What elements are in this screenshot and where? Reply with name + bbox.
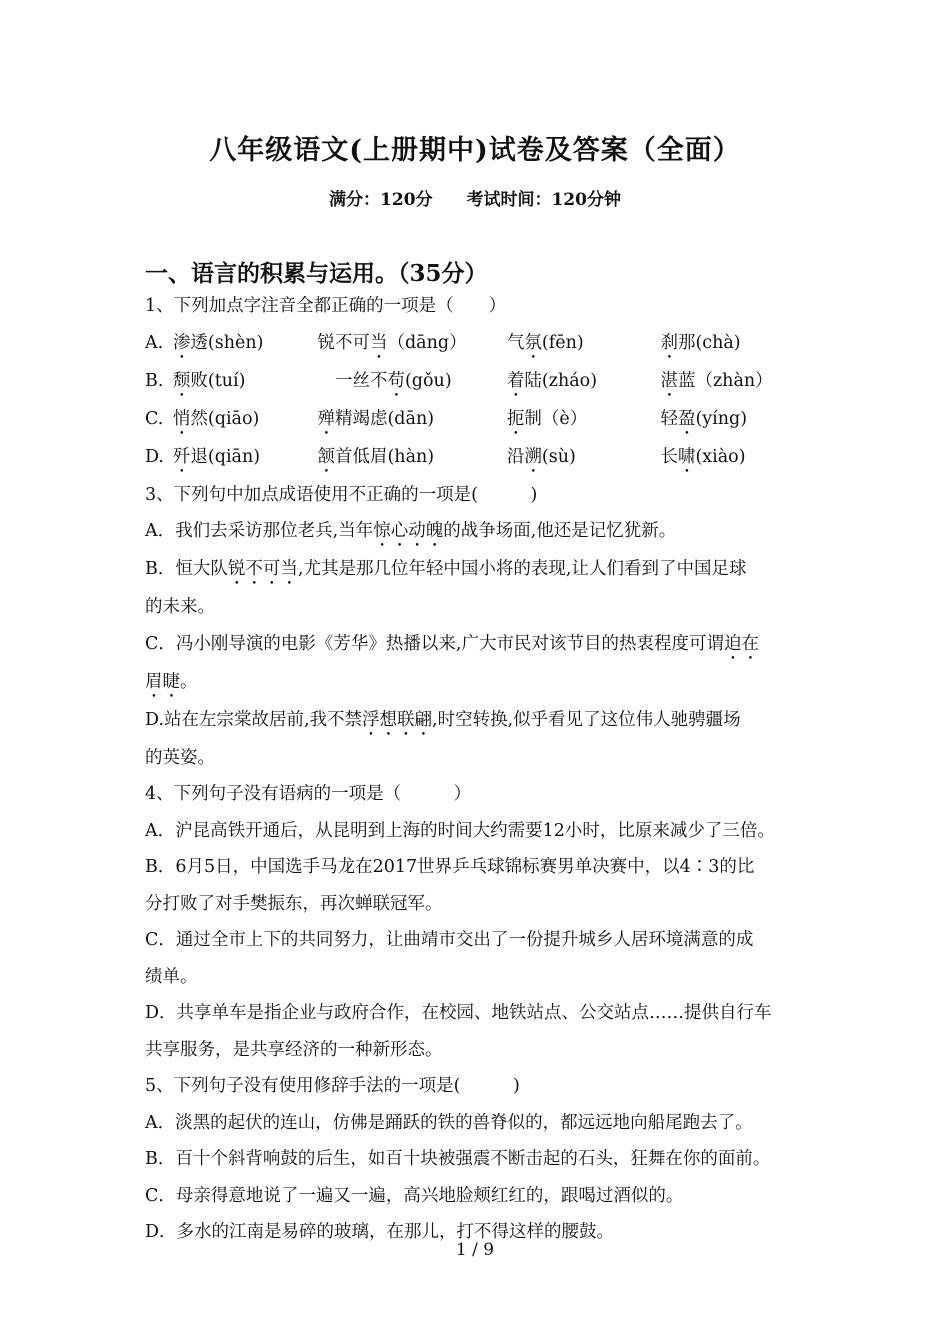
section-heading: 一、语言的积累与运用。（35分） — [145, 260, 488, 287]
text-segment: 退(qiān) — [190, 446, 261, 467]
word-item — [317, 439, 506, 477]
text-segment: 一丝不 — [317, 370, 388, 391]
question-lines — [145, 477, 810, 1251]
text-segment: 。 — [180, 671, 198, 692]
text-line — [145, 513, 810, 551]
option-row — [145, 363, 810, 401]
text-segment: 分打败了对手樊振东，再次蝉联冠军。 — [145, 893, 443, 914]
emphasized-text: 氛 — [524, 332, 542, 353]
text-segment: 气 — [506, 332, 525, 353]
word-item — [507, 363, 661, 401]
emphasized-text: 悄 — [172, 408, 191, 429]
emphasized-text: 盈 — [677, 408, 696, 429]
text-segment: 然(qiāo) — [190, 408, 260, 429]
text-line — [145, 589, 810, 626]
emphasized-text: 刹 — [660, 332, 678, 353]
word-item — [507, 439, 661, 477]
text-segment: 锐不可 — [317, 332, 370, 353]
option-label: D. — [145, 446, 164, 467]
exam-info — [0, 185, 950, 210]
word-item — [660, 401, 810, 439]
text-segment: (gǒu) — [404, 370, 452, 391]
text-segment: 陆(zháo) — [524, 370, 598, 391]
emphasized-text: 歼 — [172, 446, 191, 467]
text-line — [145, 477, 810, 514]
word-item — [317, 325, 506, 363]
text-line — [145, 849, 810, 886]
text-segment: C．通过全市上下的共同努力，让曲靖市交出了一份提升城乡人居环境满意的成 — [145, 930, 754, 950]
text-segment: B．恒大队 — [145, 559, 228, 579]
text-line — [145, 1141, 810, 1178]
text-segment: A．沪昆高铁开通后，从昆明到上海的时间大约需要12小时，比原来减少了三倍。 — [145, 820, 775, 841]
text-line — [145, 813, 810, 850]
text-line — [145, 1032, 810, 1069]
text-segment: C．冯小刚导演的电影《芳华》热播以来,广大市民对该节目的热衷程度可谓 — [145, 633, 724, 654]
text-segment: (xiào) — [695, 446, 746, 467]
text-segment: D.站在左宗棠故居前,我不禁 — [145, 709, 363, 730]
option-row — [145, 401, 810, 439]
text-segment: 5、下列句子没有使用修辞手法的一项是( ) — [145, 1076, 520, 1096]
text-segment: 沿 — [506, 446, 525, 467]
text-segment: (yíng) — [695, 408, 748, 429]
text-segment: 轻 — [660, 408, 678, 429]
text-line — [145, 626, 810, 664]
text-line — [145, 922, 810, 959]
word-item — [173, 325, 318, 363]
text-segment: 败(tuí) — [190, 370, 246, 391]
text-segment: B．百十个斜背响鼓的后生，如百十块被强震不断击起的石头，狂舞在你的面前。 — [145, 1149, 771, 1169]
emphasized-text: 渗 — [172, 332, 191, 353]
text-segment: D．共享单车是指企业与政府合作，在校园、地铁站点、公交站点……提供自行车 — [145, 1003, 772, 1023]
text-segment: 的未来。 — [145, 597, 215, 617]
text-segment: 那(chà) — [677, 332, 741, 353]
word-item — [660, 325, 810, 363]
text-line — [145, 1105, 810, 1142]
emphasized-text: 扼 — [506, 408, 525, 429]
option-label: C. — [145, 408, 164, 429]
text-line — [145, 702, 810, 740]
emphasized-text: 锐不可当 — [227, 559, 298, 579]
question-body — [145, 288, 810, 1251]
word-item — [507, 325, 661, 363]
text-segment: 透(shèn) — [190, 332, 264, 353]
text-line — [145, 740, 810, 777]
text-segment: 4、下列句子没有语病的一项是（ ） — [145, 784, 472, 804]
emphasized-text: 浮想联翩 — [362, 709, 433, 730]
word-item — [660, 363, 810, 401]
text-line — [145, 776, 810, 813]
text-segment: 共享服务，是共享经济的一种新形态。 — [145, 1039, 443, 1060]
text-segment: ,时空转换,似乎看见了这位伟人驰骋疆场 — [432, 709, 741, 730]
text-line — [145, 551, 810, 589]
emphasized-text: 惊心动魄 — [373, 521, 444, 541]
question-1-stem: 1、下列加点字注音全都正确的一项是（ ） — [145, 296, 507, 316]
text-line — [145, 959, 810, 996]
word-item — [317, 401, 506, 439]
emphasized-text: 溯 — [524, 446, 542, 467]
pinyin-options — [145, 325, 810, 477]
text-segment: 精竭虑(dān) — [334, 408, 435, 429]
text-segment: A．我们去采访那位老兵,当年 — [145, 521, 374, 541]
text-segment: 长 — [660, 446, 678, 467]
option-label: A. — [145, 332, 164, 353]
word-item — [173, 439, 318, 477]
text-segment: (sù) — [541, 446, 576, 467]
text-segment: B．6月5日，中国选手马龙在2017世界乒乓球锦标赛男单决赛中，以4∶3的比 — [145, 857, 755, 877]
option-row — [145, 325, 810, 363]
page-number: 1 / 9 — [455, 1240, 495, 1260]
full-score: 满分：120分 — [329, 190, 433, 210]
emphasized-text: 迫在 — [723, 633, 759, 654]
text-line — [145, 995, 810, 1032]
text-segment: A．淡黑的起伏的连山，仿佛是踊跃的铁的兽脊似的，都远远地向船尾跑去了。 — [145, 1112, 753, 1133]
word-item — [173, 363, 318, 401]
text-segment: 蓝（zhàn） — [677, 370, 773, 391]
text-segment: 的战争场面,他还是记忆犹新。 — [443, 521, 677, 541]
text-segment: （dāng） — [387, 332, 467, 353]
emphasized-text: 当 — [369, 332, 388, 353]
text-segment: 3、下列句中加点成语使用不正确的一项是( ) — [145, 484, 538, 505]
text-segment: (fēn) — [541, 332, 584, 353]
emphasized-text: 湛 — [660, 370, 678, 391]
document-title: 八年级语文(上册期中)试卷及答案（全面） — [209, 135, 741, 166]
text-segment: 制（è） — [524, 408, 588, 429]
text-line — [145, 1068, 810, 1105]
text-segment: C．母亲得意地说了一遍又一遍，高兴地脸颊红红的，跟喝过酒似的。 — [145, 1185, 684, 1206]
emphasized-text: 着 — [506, 370, 525, 391]
emphasized-text: 颓 — [172, 370, 191, 391]
option-label: B. — [145, 370, 164, 391]
word-item — [507, 401, 661, 439]
text-segment: 首低眉(hàn) — [334, 446, 435, 467]
emphasized-text: 啸 — [677, 446, 696, 467]
text-line — [145, 1178, 810, 1215]
text-line — [145, 664, 810, 702]
text-segment: D．多水的江南是易碎的玻璃，在那儿，打不得这样的腰鼓。 — [145, 1222, 615, 1242]
option-row — [145, 439, 810, 477]
exam-time: 考试时间：120分钟 — [466, 190, 621, 210]
text-segment: 的英姿。 — [145, 747, 215, 768]
text-line — [145, 886, 810, 923]
emphasized-text: 颔 — [317, 446, 335, 467]
word-item — [317, 363, 506, 401]
text-segment: ,尤其是那几位年轻中国小将的表现,让人们看到了中国足球 — [297, 559, 747, 579]
emphasized-text: 眉睫 — [145, 671, 180, 692]
emphasized-text: 殚 — [317, 408, 335, 429]
text-segment: 绩单。 — [145, 966, 198, 987]
word-item — [660, 439, 810, 477]
emphasized-text: 苟 — [387, 370, 405, 391]
word-item — [173, 401, 318, 439]
